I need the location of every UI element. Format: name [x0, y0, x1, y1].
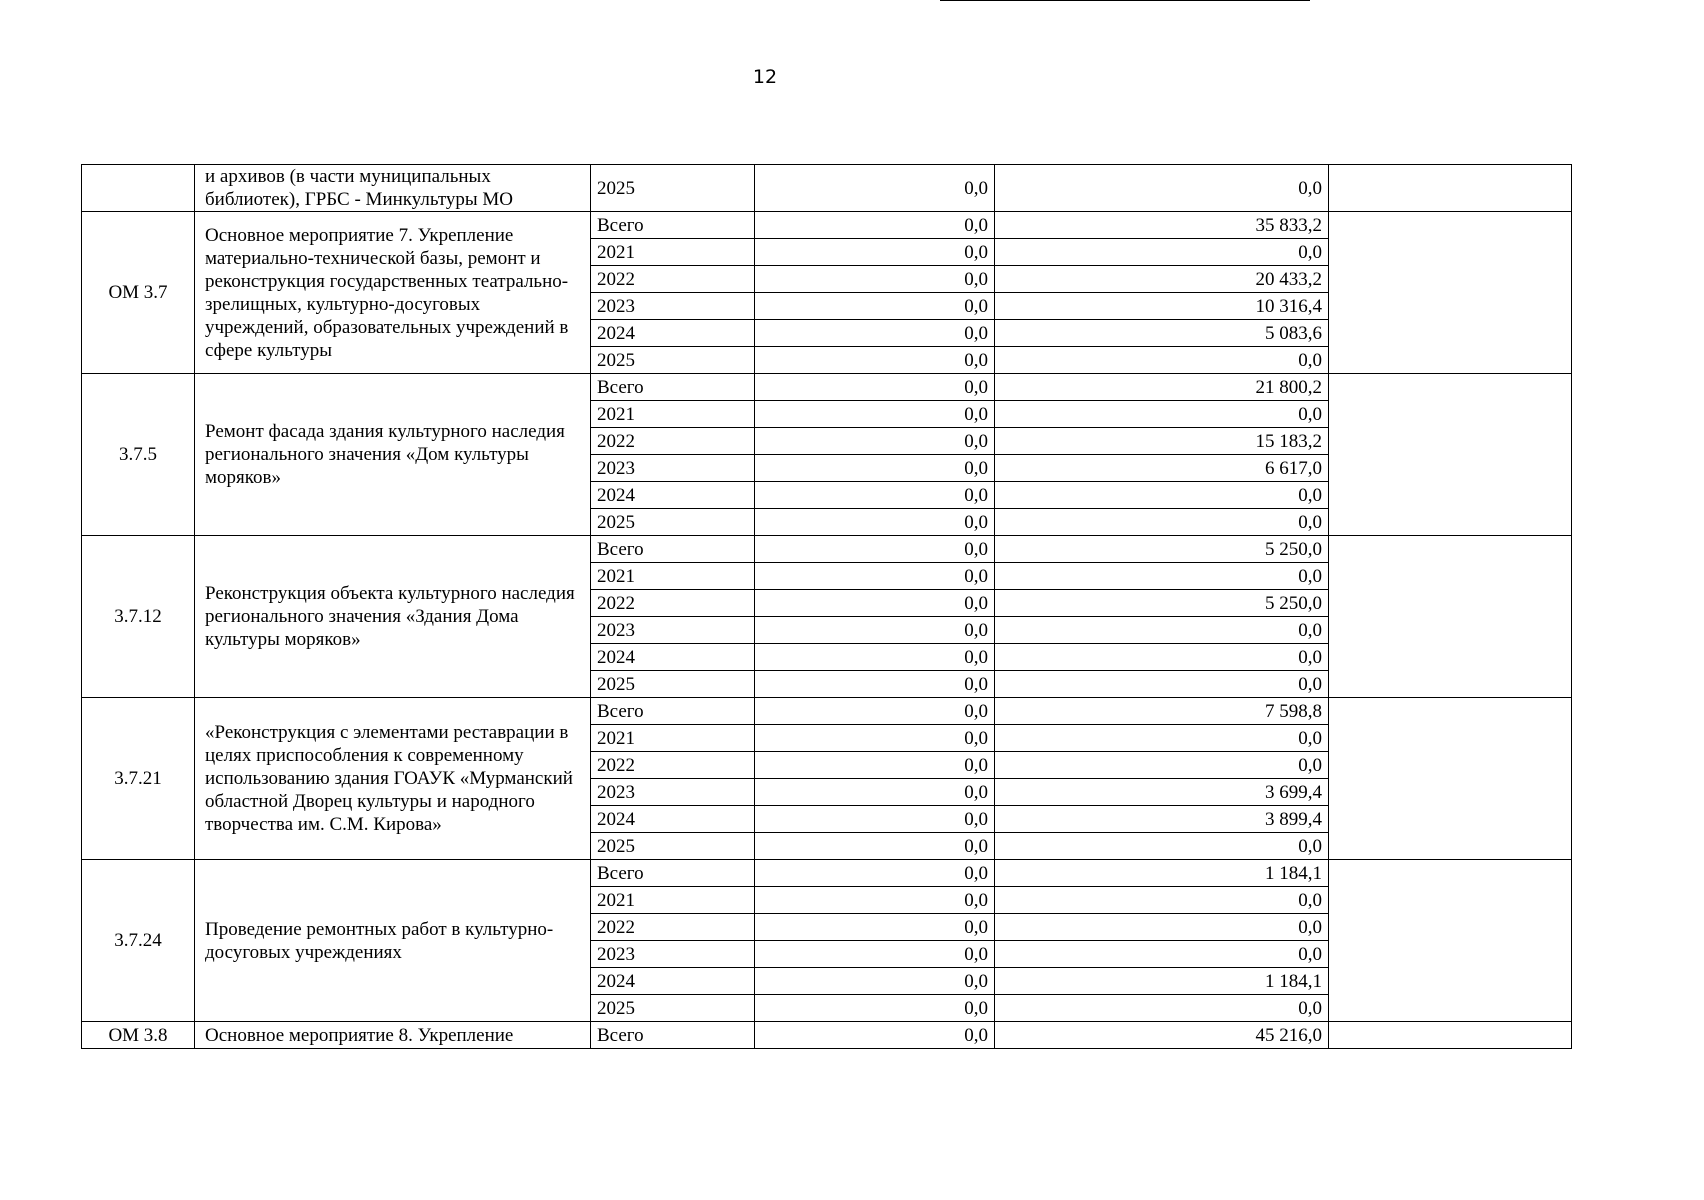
table-row	[82, 536, 1572, 563]
value-cell-b: 15 183,2	[995, 428, 1329, 455]
value-cell-a: 0,0	[755, 239, 995, 266]
table-row	[82, 374, 1572, 401]
value-cell-b: 0,0	[995, 401, 1329, 428]
value-cell-a: 0,0	[755, 860, 995, 887]
value-cell-b: 0,0	[995, 617, 1329, 644]
table-row	[82, 165, 1572, 212]
value-cell-b: 3 699,4	[995, 779, 1329, 806]
period-cell: 2025	[591, 165, 755, 212]
value-cell-b: 0,0	[995, 941, 1329, 968]
period-cell: 2022	[591, 428, 755, 455]
value-cell-a: 0,0	[755, 401, 995, 428]
period-cell: Всего	[591, 212, 755, 239]
measure-name: и архивов (в части муниципальных библиотек), ГРБС - Минкультуры МО	[195, 165, 591, 212]
value-cell-b: 0,0	[995, 671, 1329, 698]
value-cell-a: 0,0	[755, 347, 995, 374]
value-cell-b: 45 216,0	[995, 1022, 1329, 1049]
measure-code: ОМ 3.7	[82, 212, 195, 374]
empty-cell	[1329, 1022, 1572, 1049]
table-row	[82, 860, 1572, 887]
value-cell-a: 0,0	[755, 455, 995, 482]
measure-name: Реконструкция объекта культурного наследия регионального значения «Здания Дома культуры моряков»	[195, 536, 591, 698]
value-cell-a: 0,0	[755, 320, 995, 347]
empty-cell	[1329, 212, 1572, 374]
value-cell-b: 0,0	[995, 165, 1329, 212]
value-cell-a: 0,0	[755, 563, 995, 590]
top-rule	[940, 0, 1310, 1]
period-cell: Всего	[591, 1022, 755, 1049]
measure-name: Проведение ремонтных работ в культурно-досуговых учреждениях	[195, 860, 591, 1022]
value-cell-a: 0,0	[755, 698, 995, 725]
budget-table	[81, 164, 1572, 1049]
value-cell-a: 0,0	[755, 482, 995, 509]
value-cell-b: 1 184,1	[995, 860, 1329, 887]
value-cell-a: 0,0	[755, 887, 995, 914]
value-cell-a: 0,0	[755, 914, 995, 941]
period-cell: 2021	[591, 887, 755, 914]
table-row	[82, 1022, 1572, 1049]
period-cell: 2021	[591, 725, 755, 752]
budget-table-body	[82, 165, 1572, 1049]
value-cell-b: 1 184,1	[995, 968, 1329, 995]
value-cell-a: 0,0	[755, 266, 995, 293]
period-cell: Всего	[591, 374, 755, 401]
value-cell-b: 0,0	[995, 914, 1329, 941]
value-cell-b: 5 250,0	[995, 536, 1329, 563]
value-cell-a: 0,0	[755, 833, 995, 860]
value-cell-b: 0,0	[995, 482, 1329, 509]
value-cell-b: 0,0	[995, 887, 1329, 914]
period-cell: 2025	[591, 671, 755, 698]
value-cell-a: 0,0	[755, 509, 995, 536]
value-cell-a: 0,0	[755, 644, 995, 671]
value-cell-b: 0,0	[995, 347, 1329, 374]
value-cell-a: 0,0	[755, 617, 995, 644]
period-cell: 2023	[591, 455, 755, 482]
value-cell-a: 0,0	[755, 968, 995, 995]
period-cell: 2025	[591, 995, 755, 1022]
period-cell: Всего	[591, 860, 755, 887]
measure-code: 3.7.21	[82, 698, 195, 860]
value-cell-b: 3 899,4	[995, 806, 1329, 833]
value-cell-a: 0,0	[755, 752, 995, 779]
period-cell: 2024	[591, 482, 755, 509]
period-cell: 2022	[591, 266, 755, 293]
period-cell: 2021	[591, 239, 755, 266]
period-cell: 2021	[591, 401, 755, 428]
measure-code: ОМ 3.8	[82, 1022, 195, 1049]
value-cell-b: 0,0	[995, 563, 1329, 590]
value-cell-a: 0,0	[755, 590, 995, 617]
period-cell: 2023	[591, 941, 755, 968]
empty-cell	[1329, 536, 1572, 698]
value-cell-b: 7 598,8	[995, 698, 1329, 725]
table-row	[82, 698, 1572, 725]
value-cell-b: 0,0	[995, 995, 1329, 1022]
value-cell-b: 6 617,0	[995, 455, 1329, 482]
period-cell: Всего	[591, 536, 755, 563]
measure-code: 3.7.12	[82, 536, 195, 698]
value-cell-a: 0,0	[755, 374, 995, 401]
period-cell: 2025	[591, 509, 755, 536]
value-cell-a: 0,0	[755, 725, 995, 752]
table-row	[82, 212, 1572, 239]
measure-code: 3.7.24	[82, 860, 195, 1022]
period-cell: Всего	[591, 698, 755, 725]
empty-cell	[1329, 165, 1572, 212]
measure-name: Основное мероприятие 8. Укрепление	[195, 1022, 591, 1049]
measure-name: Основное мероприятие 7. Укрепление материально-технической базы, ремонт и реконструкция государственных театрально-зрелищных, культурно-досуговых учреждений, образовательных учреждений в сфере культуры	[195, 212, 591, 374]
period-cell: 2022	[591, 590, 755, 617]
value-cell-a: 0,0	[755, 293, 995, 320]
value-cell-b: 0,0	[995, 752, 1329, 779]
period-cell: 2025	[591, 347, 755, 374]
period-cell: 2023	[591, 293, 755, 320]
value-cell-b: 0,0	[995, 833, 1329, 860]
value-cell-b: 0,0	[995, 239, 1329, 266]
value-cell-b: 21 800,2	[995, 374, 1329, 401]
value-cell-b: 20 433,2	[995, 266, 1329, 293]
period-cell: 2024	[591, 806, 755, 833]
empty-cell	[1329, 860, 1572, 1022]
value-cell-a: 0,0	[755, 428, 995, 455]
value-cell-b: 0,0	[995, 725, 1329, 752]
value-cell-a: 0,0	[755, 1022, 995, 1049]
period-cell: 2022	[591, 752, 755, 779]
value-cell-b: 5 083,6	[995, 320, 1329, 347]
empty-cell	[1329, 698, 1572, 860]
value-cell-a: 0,0	[755, 212, 995, 239]
value-cell-a: 0,0	[755, 995, 995, 1022]
measure-code: 3.7.5	[82, 374, 195, 536]
value-cell-b: 5 250,0	[995, 590, 1329, 617]
value-cell-b: 0,0	[995, 644, 1329, 671]
period-cell: 2023	[591, 779, 755, 806]
value-cell-b: 35 833,2	[995, 212, 1329, 239]
value-cell-b: 10 316,4	[995, 293, 1329, 320]
value-cell-a: 0,0	[755, 165, 995, 212]
measure-name: Ремонт фасада здания культурного наследия регионального значения «Дом культуры моряков»	[195, 374, 591, 536]
page-number: 12	[752, 66, 778, 88]
measure-code	[82, 165, 195, 212]
period-cell: 2021	[591, 563, 755, 590]
period-cell: 2025	[591, 833, 755, 860]
period-cell: 2022	[591, 914, 755, 941]
period-cell: 2024	[591, 320, 755, 347]
period-cell: 2023	[591, 617, 755, 644]
value-cell-a: 0,0	[755, 671, 995, 698]
empty-cell	[1329, 374, 1572, 536]
measure-name: «Реконструкция с элементами реставрации в целях приспособления к современному использованию здания ГОАУК «Мурманский областной Дворец культуры и народного творчества им. С.М. Кирова»	[195, 698, 591, 860]
value-cell-b: 0,0	[995, 509, 1329, 536]
value-cell-a: 0,0	[755, 806, 995, 833]
value-cell-a: 0,0	[755, 779, 995, 806]
value-cell-a: 0,0	[755, 941, 995, 968]
value-cell-a: 0,0	[755, 536, 995, 563]
period-cell: 2024	[591, 968, 755, 995]
period-cell: 2024	[591, 644, 755, 671]
